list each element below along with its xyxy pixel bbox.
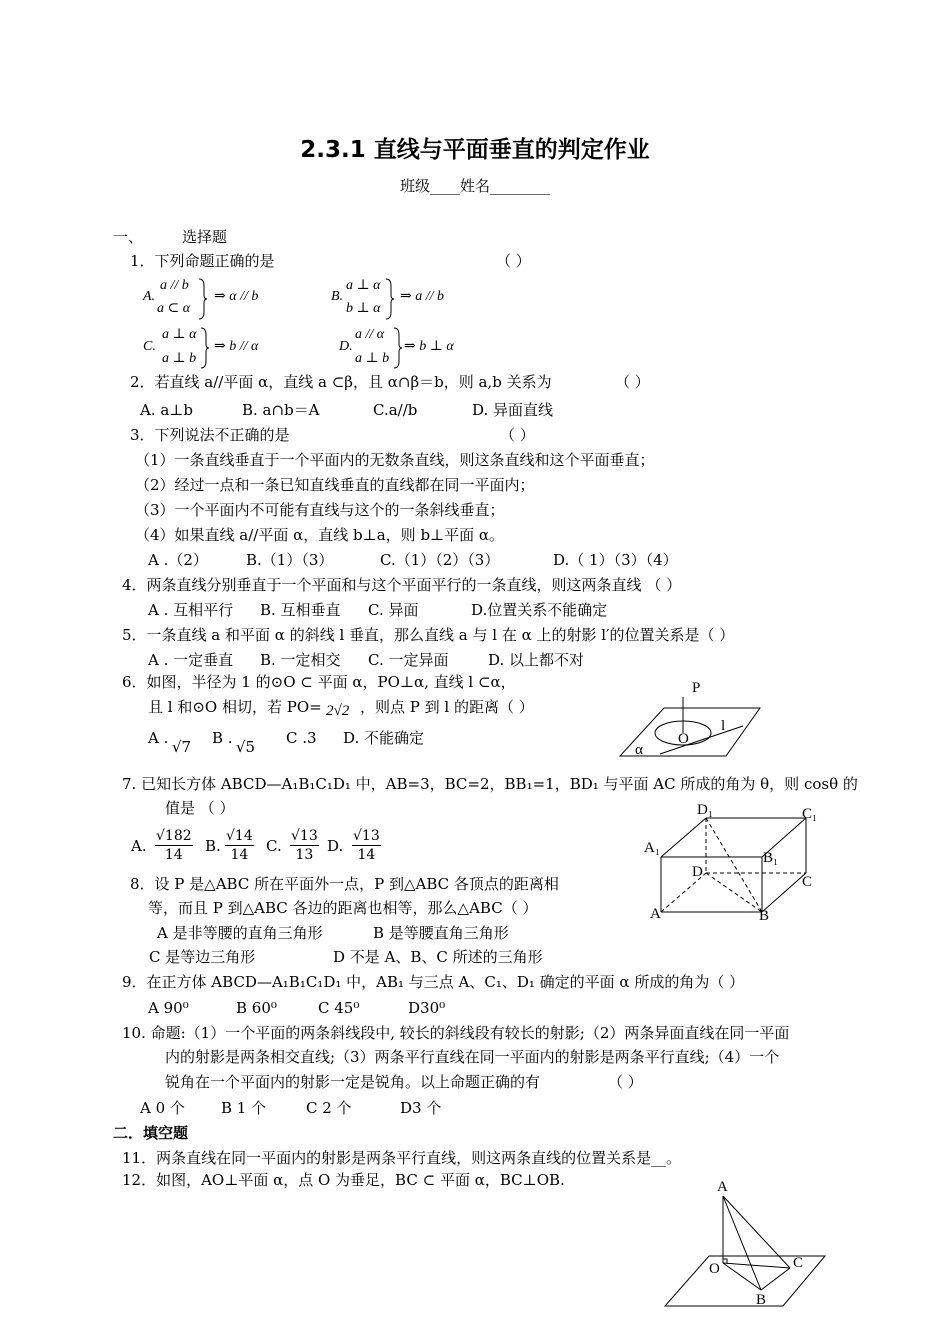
q1-c-line2: a ⊥ b [162,351,197,366]
q12-stem: 12．如图，AO⊥平面 α，点 O 为垂足，BC ⊂ 平面 α，BC⊥OB. [122,1171,565,1189]
q12-label-o: O [709,1261,720,1277]
page-title: 2.3.1 直线与平面垂直的判定作业 [300,137,650,163]
q9-stem: 9．在正方体 ABCD—A₁B₁C₁D₁ 中，AB₁ 与三点 A、C₁、D₁ 确定的平面 α 所成的角为（ ） [122,973,745,991]
q1-b-line2: b ⊥ α [346,301,381,316]
q3-statement-4: （4）如果直线 a//平面 α，直线 b⊥a，则 b⊥平面 α。 [135,526,505,544]
q2-option-a: A. a⊥b [140,401,194,419]
q1-a-label: A. [143,289,156,304]
q1-c-line1: a ⊥ α [162,327,197,342]
q3-option-b: B.（1）（3） [246,551,334,569]
q4-option-a: A . 互相平行 [148,601,234,619]
q8-option-a: A 是非等腰的直角三角形 [157,924,323,942]
q7-option-d-label: D. [327,837,344,855]
q5-stem: 5．一条直线 a 和平面 α 的斜线 l 垂直，那么直线 a 与 l 在 α 上的射影 l′的位置关系是（ ） [122,626,735,644]
q9-option-a: A 90⁰ [148,999,189,1017]
q3-option-c: C.（1）（2）（3） [380,551,500,569]
class-name-line: 班级____姓名________ [399,177,550,195]
q10-option-a: A 0 个 [140,1099,185,1117]
q7-option-c-label: C. [266,837,282,855]
q7-option-a-label: A. [131,837,147,855]
q6-stem-line2a: 且 l 和⊙O 相切，若 PO= [148,698,322,716]
q1-stem: 1．下列命题正确的是 [130,252,275,270]
q6-label-alpha: α [635,742,643,758]
q5-option-d: D. 以上都不对 [488,651,585,669]
q7-option-a-fraction [155,827,193,864]
q10-stem-line3: 锐角在一个平面内的射影一定是锐角。以上命题正确的有 [165,1073,541,1091]
q8-option-b: B 是等腰直角三角形 [373,924,509,942]
q1-b-result: ⇒ a // b [400,289,445,304]
q1-b-line1: a ⊥ α [346,278,381,293]
q10-stem-line2: 内的射影是两条相交直线;（3）两条平行直线在同一平面内的射影是两条平行直线;（4）一个 [165,1048,780,1066]
q6-po-value: 2√2 [326,703,350,719]
q12-figure [665,1178,830,1308]
q3-statement-3: （3）一个平面内不可能有直线与这个的一条斜线垂直； [135,501,505,519]
q9-option-d: D30⁰ [408,999,446,1017]
q6-stem-line1: 6．如图，半径为 1 的⊙O ⊂ 平面 α，PO⊥α, 直线 l ⊂α， [122,673,516,691]
q7-label-c: C [802,874,813,890]
q7-option-d-fraction [352,827,381,864]
q7-label-d1: D₁ [697,802,714,818]
q7-c-numerator: √13 [291,828,318,844]
section-number: 一、 [113,228,144,246]
q2-paren: （ ） [615,373,650,391]
q10-option-c: C 2 个 [306,1099,352,1117]
q6-option-b: B . [212,729,233,747]
q7-label-a: A [650,906,661,922]
q3-paren: （ ） [500,426,535,444]
q7-c-denominator: 13 [295,847,314,863]
q7-a-numerator: √182 [156,828,192,844]
q1-c-result: ⇒ b // α [214,339,259,354]
q7-d-numerator: √13 [353,828,380,844]
q7-a-denominator: 14 [164,847,183,863]
q7-cuboid-figure [640,800,830,925]
q2-option-c: C.a//b [373,401,418,419]
q1-a-result: ⇒ α // b [214,289,259,304]
q1-d-result: ⇒ b ⊥ α [404,339,454,354]
q2-stem: 2．若直线 a//平面 α，直线 a ⊂β，且 α∩β＝b，则 a,b 关系为 [130,373,552,391]
q1-b-brace [385,278,395,320]
q9-option-b: B 60⁰ [236,999,277,1017]
q5-option-c: C. 一定异面 [368,651,449,669]
q7-label-b1: B₁ [763,850,779,866]
q6-option-c: C .3 [286,729,317,747]
q7-label-d: D [692,864,703,880]
q9-option-c: C 45⁰ [318,999,360,1017]
q10-paren: （ ） [608,1073,643,1091]
q10-option-d: D3 个 [400,1099,442,1117]
q1-c-brace [200,327,210,369]
section2-heading: 二．填空题 [113,1124,189,1142]
q2-option-b: B. a∩b＝A [242,401,320,419]
q8-stem-line1: 8．设 P 是△ABC 所在平面外一点，P 到△ABC 各顶点的距离相 [130,875,559,893]
q7-label-b: B [759,908,770,924]
q1-b-label: B. [331,289,344,304]
section-label: 选择题 [182,228,228,246]
q1-d-line2: a ⊥ b [355,351,390,366]
q3-statement-2: （2）经过一点和一条已知直线垂直的直线都在同一平面内； [135,476,535,494]
q12-label-c: C [793,1255,804,1271]
q12-label-b: B [756,1292,767,1308]
q6-option-b-value: √5 [236,738,256,756]
q4-option-c: C. 异面 [368,601,419,619]
q6-option-d: D. 不能确定 [343,729,425,747]
q7-d-denominator: 14 [357,847,376,863]
q11-stem: 11．两条直线在同一平面内的射影是两条平行直线，则这两条直线的位置关系是__。 [122,1149,682,1167]
q2-option-d: D. 异面直线 [472,401,554,419]
q1-d-brace [393,327,403,369]
q1-a-line2: a ⊂ α [157,301,191,316]
q7-option-c-fraction [290,827,319,864]
q6-label-l: l [721,718,726,734]
q1-paren: （ ） [496,252,531,270]
q1-a-line1: a // b [160,278,189,293]
q7-b-numerator: √14 [226,828,253,844]
q5-option-a: A . 一定垂直 [148,651,234,669]
q10-option-b: B 1 个 [221,1099,267,1117]
q6-figure [620,676,760,766]
q6-label-p: P [692,680,701,696]
q7-stem-line1: 7. 已知长方体 ABCD—A₁B₁C₁D₁ 中，AB=3，BC=2，BB₁=1，BD₁ 与平面 AC 所成的角为 θ，则 cosθ 的 [122,775,858,793]
q8-option-d: D 不是 A、B、C 所述的三角形 [333,948,543,966]
q4-stem: 4．两条直线分别垂直于一个平面和与这个平面平行的一条直线，则这两条直线 （ ） [122,576,682,594]
q1-a-brace [198,278,208,320]
q3-statement-1: （1）一条直线垂直于一个平面内的无数条直线，则这条直线和这个平面垂直； [135,451,655,469]
q10-stem-line1: 10. 命题:（1）一个平面的两条斜线段中, 较长的斜线段有较长的射影;（2）两条异面直线在同一平面 [122,1024,790,1042]
q7-stem-line2: 值是 （ ） [165,799,235,817]
q8-option-c: C 是等边三角形 [149,948,256,966]
q3-option-d: D.（ 1）（3）（4） [553,551,678,569]
q12-label-a: A [717,1179,728,1195]
q7-option-b-label: B. [205,837,221,855]
q7-b-denominator: 14 [230,847,249,863]
q8-stem-line2: 等，而且 P 到△ABC 各边的距离也相等，那么△ABC（ ） [148,899,538,917]
q6-option-a-value: √7 [172,738,192,756]
q4-option-d: D.位置关系不能确定 [471,601,608,619]
q7-label-a1: A₁ [644,840,661,856]
q1-d-line1: a // α [355,327,385,342]
q1-c-label: C. [143,339,156,354]
q3-option-a: A .（2） [148,551,208,569]
q7-label-c1: C₁ [802,806,818,822]
q5-option-b: B. 一定相交 [260,651,341,669]
q1-d-label: D. [339,339,353,354]
q7-option-b-fraction [225,827,254,864]
q6-stem-line2b: ，则点 P 到 l 的距离（ ） [360,698,534,716]
q6-label-o: O [678,731,689,747]
q3-stem: 3．下列说法不正确的是 [130,426,290,444]
q4-option-b: B. 互相垂直 [260,601,341,619]
q6-option-a: A . [148,729,169,747]
